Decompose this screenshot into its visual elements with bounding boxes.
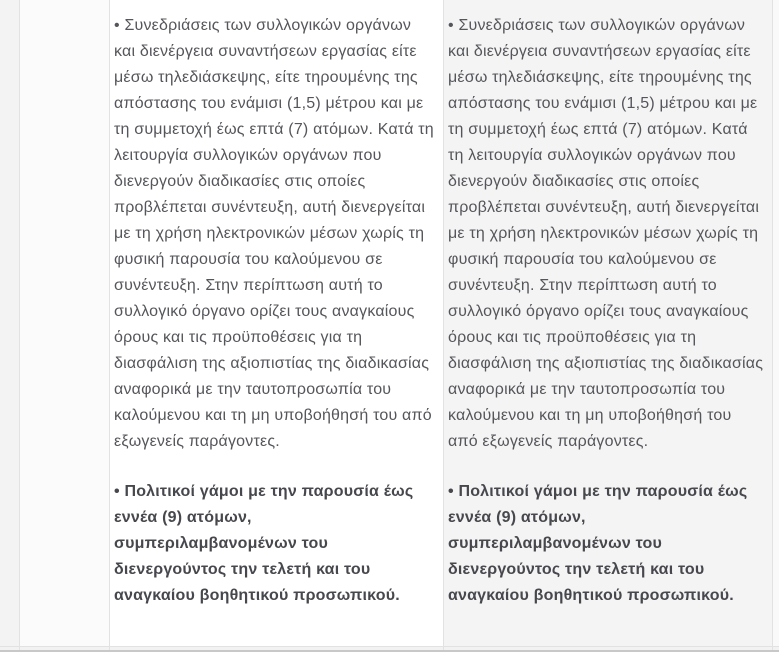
sliver-cell — [773, 647, 779, 650]
sliver-cell — [0, 647, 20, 650]
measures-cell-column-1 — [110, 0, 444, 647]
left-spacer-cell — [0, 0, 20, 647]
sliver-cell — [444, 647, 773, 650]
right-spacer-cell — [773, 0, 779, 647]
sliver-cell — [110, 647, 444, 650]
paragraph-civil-weddings-col2: • Πολιτικοί γάμοι με την παρουσία έως εννέα (9) ατόμων, συμπεριλαμβανομένων του διενεργούντος την τελετή και του αναγκαίου βοηθητικού προσωπικού. — [448, 483, 748, 604]
sliver-cell — [20, 647, 110, 650]
paragraph-collective-bodies-col1: • Συνεδριάσεις των συλλογικών οργάνων και διενέργεια συναντήσεων εργασίας είτε μέσω τηλεδιάσκεψης, είτε τηρουμένης της απόστασης του ενάμισι (1,5) μέτρου και με τη συμμετοχή έως επτά (7) ατόμων. Κατά τη λειτουργία συλλογικών οργάνων που διενεργούν διαδικασίες στις οποίες προβλέπεται συνέντευξη, αυτή διενεργείται με τη χρήση ηλεκτρονικών μέσων χωρίς τη φυσική παρουσία του καλούμενου σε συνέντευξη. Στην περίπτωση αυτή το συλλογικό όργανο ορίζει τους αναγκαίους όρους και τις προϋποθέσεις για τη διασφάλιση της αξιοπιστίας της διαδικασίας αναφορικά με την ταυτοπροσωπία του καλούμενου και τη μη υποβοήθησή του από εξωγενείς παράγοντες. — [114, 17, 434, 450]
measures-cell-column-2 — [444, 0, 773, 647]
paragraph-collective-bodies-col2: • Συνεδριάσεις των συλλογικών οργάνων και διενέργεια συναντήσεων εργασίας είτε μέσω τηλεδιάσκεψης, είτε τηρουμένης της απόστασης του ενάμισι (1,5) μέτρου και με τη συμμετοχή έως επτά (7) ατόμων. Κατά τη λειτουργία συλλογικών οργάνων που διενεργούν διαδικασίες στις οποίες προβλέπεται συνέντευξη, αυτή διενεργείται με τη χρήση ηλεκτρονικών μέσων χωρίς τη φυσική παρουσία του καλούμενου σε συνέντευξη. Στην περίπτωση αυτή το συλλογικό όργανο ορίζει τους αναγκαίους όρους και τις προϋποθέσεις για τη διασφάλιση της αξιοπιστίας της διαδικασίας αναφορικά με την ταυτοπροσωπία του καλούμενου και τη μη υποβοήθησή του από εξωγενείς παράγοντες. — [448, 17, 764, 450]
table-row-next-sliver — [0, 647, 779, 650]
paragraph-civil-weddings-col1: • Πολιτικοί γάμοι με την παρουσία έως εννέα (9) ατόμων, συμπεριλαμβανομένων του διενεργούντος την τελετή και του αναγκαίου βοηθητικού προσωπικού. — [114, 483, 414, 604]
horizontal-divider — [0, 650, 779, 652]
empty-label-cell — [20, 0, 110, 647]
